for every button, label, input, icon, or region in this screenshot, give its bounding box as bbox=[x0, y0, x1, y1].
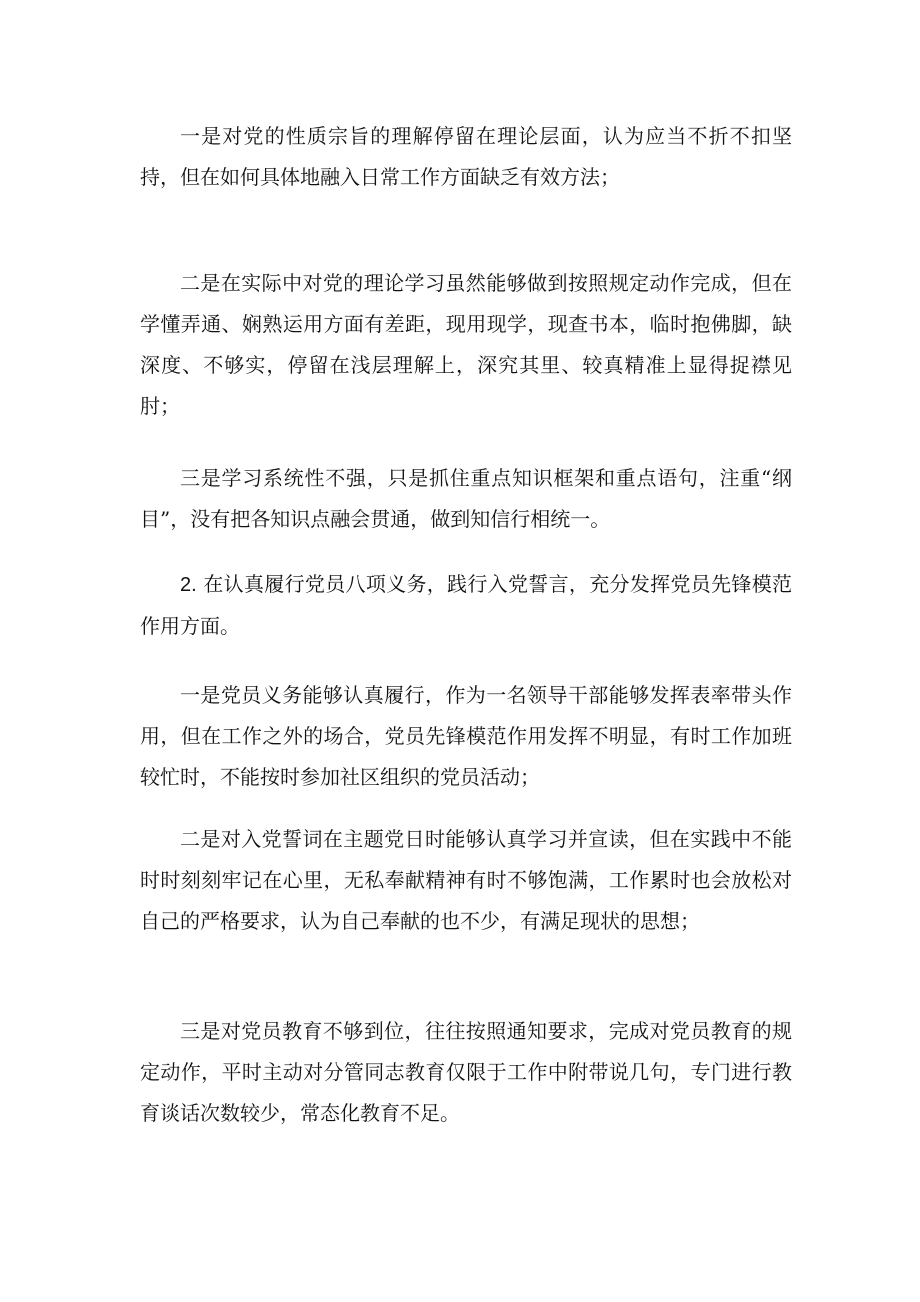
paragraph-5: 一是党员义务能够认真履行，作为一名领导干部能够发挥表率带头作用，但在工作之外的场合，党员先锋模范作用发挥不明显，有时工作加班较忙时，不能按时参加社区组织的党员活动； bbox=[140, 683, 792, 789]
section-heading-text: 在认真履行党员八项义务，践行入党誓言，充分发挥党员先锋模范作用方面。 bbox=[140, 572, 792, 638]
section-number: 2. bbox=[180, 574, 197, 596]
paragraph-1: 一是对党的性质宗旨的理解停留在理论层面，认为应当不折不扣坚持，但在如何具体地融入日常工作方面缺乏有效方法； bbox=[140, 124, 792, 189]
paragraph-2: 二是在实际中对党的理论学习虽然能够做到按照规定动作完成，但在学懂弄通、娴熟运用方面有差距，现用现学，现查书本，临时抱佛脚，缺深度、不够实，停留在浅层理解上，深究其里、较真精准上显得捉襟见肘； bbox=[140, 271, 792, 418]
paragraph-3: 三是学习系统性不强，只是抓住重点知识框架和重点语句，注重“纲目”，没有把各知识点融会贯通，做到知信行相统一。 bbox=[140, 466, 792, 531]
section-heading-2 bbox=[140, 564, 792, 647]
paragraph-6: 二是对入党誓词在主题党日时能够认真学习并宣读，但在实践中不能时时刻刻牢记在心里，无私奉献精神有时不够饱满，工作累时也会放松对自己的严格要求，认为自己奉献的也不少，有满足现状的思想； bbox=[140, 827, 792, 933]
paragraph-7: 三是对党员教育不够到位，往往按照通知要求，完成对党员教育的规定动作，平时主动对分管同志教育仅限于工作中附带说几句，专门进行教育谈话次数较少，常态化教育不足。 bbox=[140, 1019, 792, 1125]
